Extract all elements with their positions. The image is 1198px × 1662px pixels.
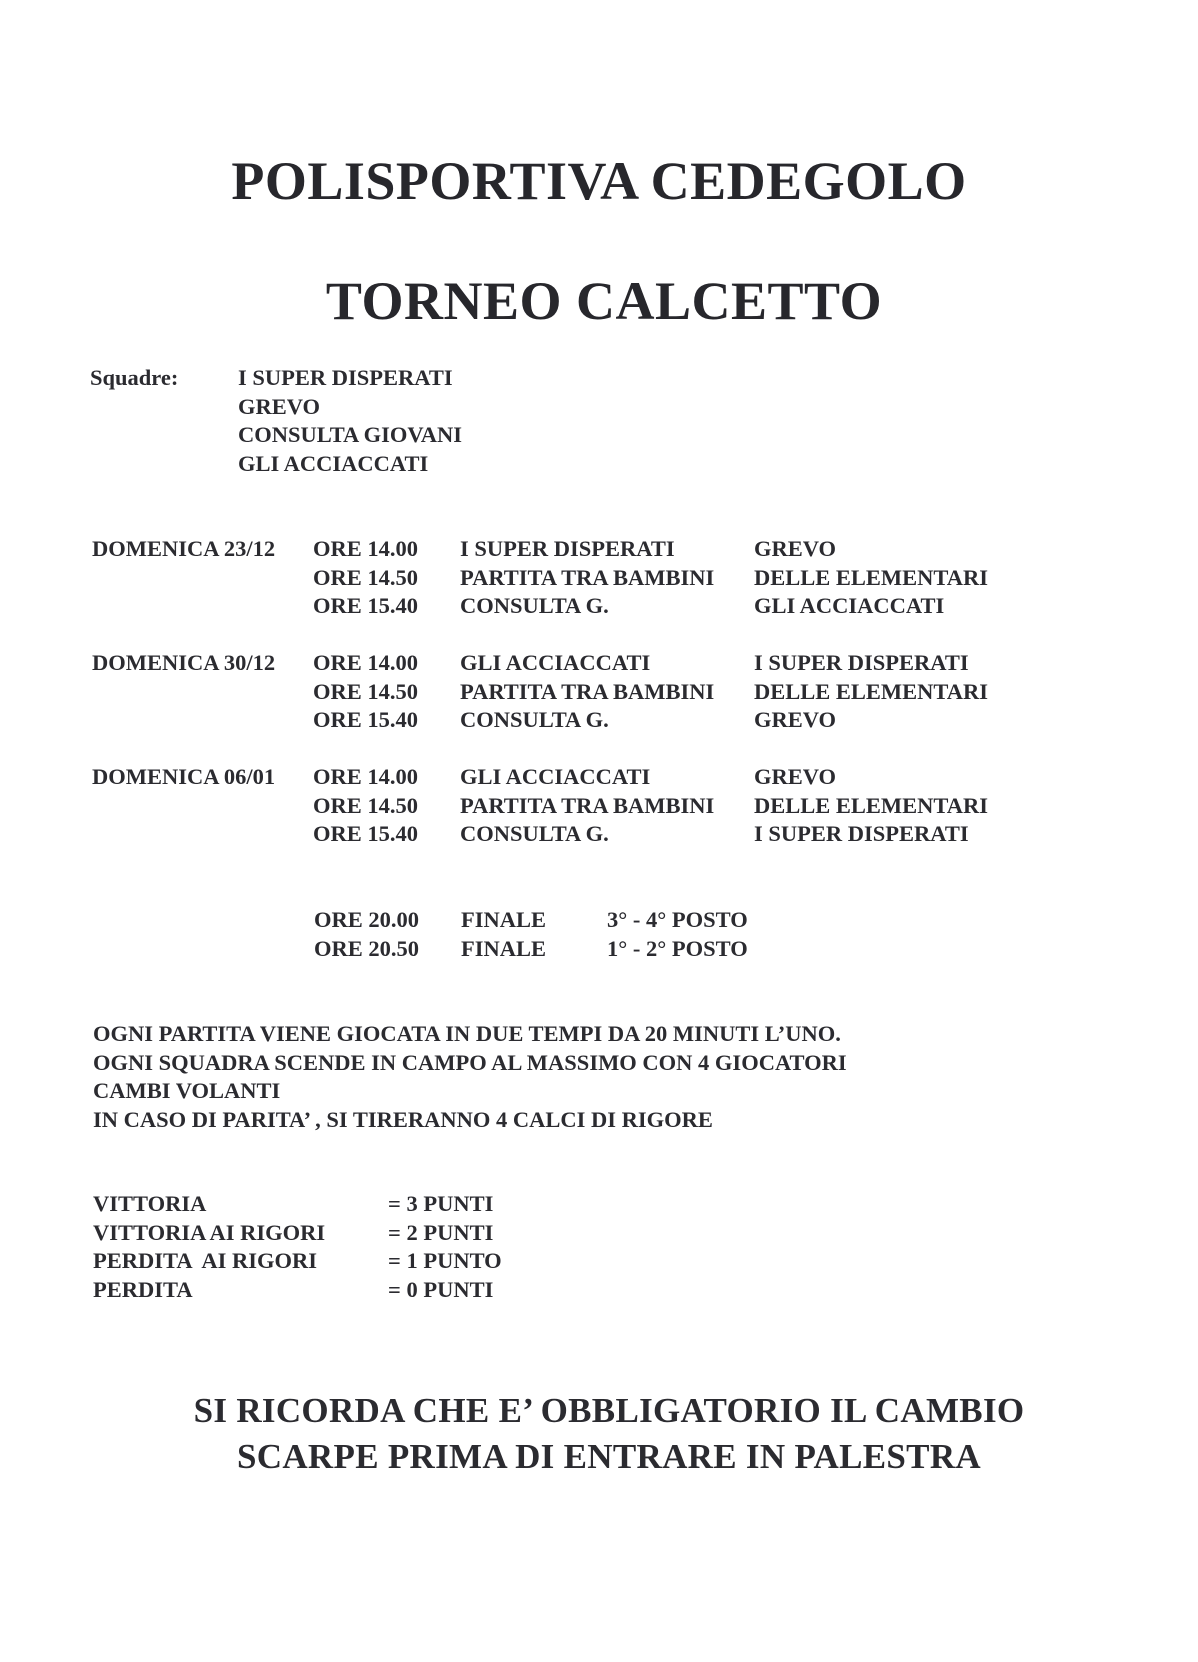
match-row bbox=[92, 820, 1052, 849]
match-time: ORE 15.40 bbox=[313, 821, 419, 846]
match-time: ORE 14.00 bbox=[313, 650, 419, 675]
final-place: 1° - 2° POSTO bbox=[607, 935, 748, 961]
points-row bbox=[93, 1247, 593, 1276]
points-value: = 3 PUNTI bbox=[388, 1191, 494, 1216]
match-away: GLI ACCIACCATI bbox=[754, 593, 945, 618]
final-row bbox=[92, 935, 892, 964]
schedule-day bbox=[92, 535, 1052, 621]
final-time: ORE 20.00 bbox=[314, 907, 420, 932]
points-row bbox=[93, 1219, 593, 1248]
match-row bbox=[92, 564, 1052, 593]
teams-label: Squadre: bbox=[90, 365, 179, 390]
final-label: FINALE bbox=[461, 935, 547, 961]
match-row bbox=[92, 763, 1052, 792]
rule-line: OGNI PARTITA VIENE GIOCATA IN DUE TEMPI DA 20 MINUTI L’UNO. bbox=[93, 1021, 841, 1046]
match-time: ORE 14.50 bbox=[313, 792, 419, 818]
match-home: GLI ACCIACCATI bbox=[460, 650, 651, 675]
match-time: ORE 14.50 bbox=[313, 564, 419, 590]
match-home: CONSULTA G. bbox=[460, 707, 609, 732]
schedule-day bbox=[92, 649, 1052, 735]
finals bbox=[92, 906, 892, 963]
points-label: VITTORIA AI RIGORI bbox=[93, 1219, 326, 1245]
final-time: ORE 20.50 bbox=[314, 935, 420, 961]
points-table bbox=[93, 1190, 593, 1304]
match-row bbox=[92, 792, 1052, 821]
points-label: PERDITA AI RIGORI bbox=[93, 1248, 318, 1273]
rules bbox=[93, 1020, 847, 1134]
rule-line: OGNI SQUADRA SCENDE IN CAMPO AL MASSIMO CON 4 GIOCATORI bbox=[93, 1049, 847, 1075]
match-away: I SUPER DISPERATI bbox=[754, 821, 969, 846]
day-label: DOMENICA 06/01 bbox=[92, 764, 276, 789]
day-label: DOMENICA 23/12 bbox=[92, 536, 276, 561]
match-row bbox=[92, 535, 1052, 564]
match-time: ORE 14.00 bbox=[313, 764, 419, 789]
footer-reminder bbox=[0, 1388, 1198, 1480]
match-away: GREVO bbox=[754, 707, 837, 732]
match-home: PARTITA TRA BAMBINI bbox=[460, 792, 715, 818]
match-away: I SUPER DISPERATI bbox=[754, 650, 969, 675]
page-title: POLISPORTIVA CEDEGOLO bbox=[231, 151, 967, 211]
match-home: CONSULTA G. bbox=[460, 821, 609, 846]
match-time: ORE 15.40 bbox=[313, 593, 419, 618]
match-home: CONSULTA G. bbox=[460, 593, 609, 618]
points-value: = 0 PUNTI bbox=[388, 1276, 494, 1302]
team-name: GLI ACCIACCATI bbox=[238, 450, 429, 476]
match-home: PARTITA TRA BAMBINI bbox=[460, 678, 715, 704]
match-home: PARTITA TRA BAMBINI bbox=[460, 564, 715, 590]
team-name: GREVO bbox=[238, 393, 321, 419]
final-row bbox=[92, 906, 892, 935]
footer-line: SI RICORDA CHE E’ OBBLIGATORIO IL CAMBIO bbox=[193, 1391, 1025, 1430]
day-label: DOMENICA 30/12 bbox=[92, 650, 276, 675]
match-away: DELLE ELEMENTARI bbox=[754, 564, 989, 590]
points-row bbox=[93, 1276, 593, 1305]
match-away: GREVO bbox=[754, 764, 837, 789]
teams-list bbox=[238, 364, 462, 478]
team-name: I SUPER DISPERATI bbox=[238, 365, 453, 390]
points-label: PERDITA bbox=[93, 1276, 193, 1302]
match-away: GREVO bbox=[754, 536, 837, 561]
points-value: = 2 PUNTI bbox=[388, 1219, 494, 1245]
match-time: ORE 15.40 bbox=[313, 707, 419, 732]
rule-line: CAMBI VOLANTI bbox=[93, 1078, 281, 1103]
match-time: ORE 14.50 bbox=[313, 678, 419, 704]
final-label: FINALE bbox=[461, 907, 547, 932]
schedule-day bbox=[92, 763, 1052, 849]
footer-line: SCARPE PRIMA DI ENTRARE IN PALESTRA bbox=[237, 1437, 981, 1476]
team-name: CONSULTA GIOVANI bbox=[238, 422, 463, 447]
points-value: = 1 PUNTO bbox=[388, 1248, 502, 1273]
match-home: I SUPER DISPERATI bbox=[460, 536, 675, 561]
points-label: VITTORIA bbox=[93, 1191, 207, 1216]
match-time: ORE 14.00 bbox=[313, 536, 419, 561]
match-away: DELLE ELEMENTARI bbox=[754, 792, 989, 818]
match-row bbox=[92, 649, 1052, 678]
match-row bbox=[92, 592, 1052, 621]
match-home: GLI ACCIACCATI bbox=[460, 764, 651, 789]
match-row bbox=[92, 678, 1052, 707]
match-row bbox=[92, 706, 1052, 735]
rule-line: IN CASO DI PARITA’ , SI TIRERANNO 4 CALCI DI RIGORE bbox=[93, 1106, 713, 1132]
match-away: DELLE ELEMENTARI bbox=[754, 678, 989, 704]
final-place: 3° - 4° POSTO bbox=[607, 907, 748, 932]
points-row bbox=[93, 1190, 593, 1219]
page-subtitle: TORNEO CALCETTO bbox=[325, 271, 883, 331]
